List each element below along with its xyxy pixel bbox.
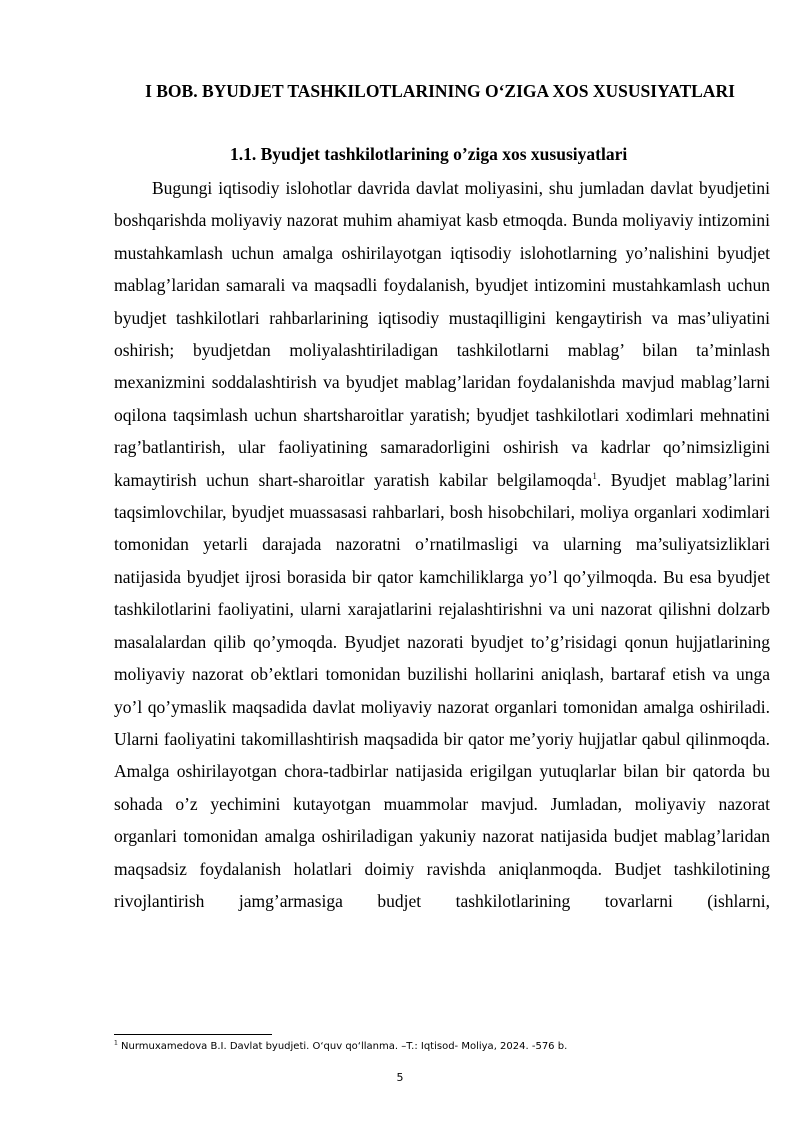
page-number: 5: [396, 1071, 404, 1084]
section-title: 1.1. Byudjet tashkilotlarining o’ziga xos xususiyatlari: [230, 144, 628, 164]
footnote-text: Nurmuxamedova B.I. Davlat byudjeti. O‘quv qo‘llanma. –T.: Iqtisod- Moliya, 2024. -576 b.: [117, 1041, 568, 1052]
body-paragraph: [114, 172, 770, 917]
footnote-separator: [114, 1034, 272, 1035]
footnote: [114, 1040, 567, 1054]
paragraph-text-part1: Bugungi iqtisodiy islohotlar davrida davlat moliyasini, shu jumladan davlat byudjetini boshqarishda moliyaviy nazorat muhim ahamiyat kasb etmoqda. Bunda moliyaviy intizomini mustahkamlash uchun amalga oshirilayotgan iqtisodiy islohotlarning yo’nalishini byudjet mablag’laridan samarali va maqsadli foydalanish, byudjet intizomini mustahkamlash uchun byudjet tashkilotlari rahbarlarining iqtisodiy mustaqilligini kengaytirish va mas’uliyatini oshirish; byudjetdan moliyalashtiriladigan tashkilotlarni mablag’ bilan ta’minlash mexanizmini soddalashtirish va byudjet mablag’laridan foydalanishda mavjud mablag’larni oqilona taqsimlash uchun shartsharoitlar yaratish; byudjet tashkilotlari xodimlari mehnatini rag’batlantirish, ular faoliyatining samaradorligini oshirish va kadrlar qo’nimsizligini kamaytirish uchun shart-sharoitlar yaratish kabilar belgilamoqda: [114, 178, 770, 490]
footnote-mark: 1: [114, 1039, 118, 1047]
chapter-title: I BOB. BYUDJET TASHKILOTLARINING O‘ZIGA XOS XUSUSIYATLARI: [145, 81, 735, 101]
footnote-reference[interactable]: 1: [592, 470, 597, 481]
paragraph-text-part2: . Byudjet mablag’larini taqsimlovchilar, byudjet muassasasi rahbarlari, bosh hisobchilari, moliya organlari xodimlari tomonidan yetarli darajada nazoratni o’rnatilmasligi va ularning ma’suliyatsizliklari natijasida byudjet ijrosi borasida bir qator kamchiliklarga yo’l qo’yilmoqda. Bu esa byudjet tashkilotlarini faoliyatini, ularni xarajatlarini rejalashtirishni va uni nazorat qilishni dolzarb masalalardan qilib qo’ymoqda. Byudjet nazorati byudjet to’g’risidagi qonun hujjatlarining moliyaviy nazorat ob’ektlari tomonidan buzilishi hollarini aniqlash, bartaraf etish va unga yo’l qo’ymaslik maqsadida davlat moliyaviy nazorat organlari tomonidan amalga oshiriladi. Ularni faoliyatini takomillashtirish maqsadida bir qator me’yoriy hujjatlar qabul qilinmoqda. Amalga oshirilayotgan chora-tadbirlar natijasida erigilgan yutuqlarlar bilan bir qatorda bu sohada o’z yechimini kutayotgan muammolar mavjud. Jumladan, moliyaviy nazorat organlari tomonidan amalga oshiriladigan yakuniy nazorat natijasida budjet mablag’laridan maqsadsiz foydalanish holatlari doimiy ravishda aniqlanmoqda. Budjet tashkilotining rivojlantirish jamg’armasiga budjet tashkilotlarining tovarlarni (ishlarni,: [114, 469, 770, 911]
